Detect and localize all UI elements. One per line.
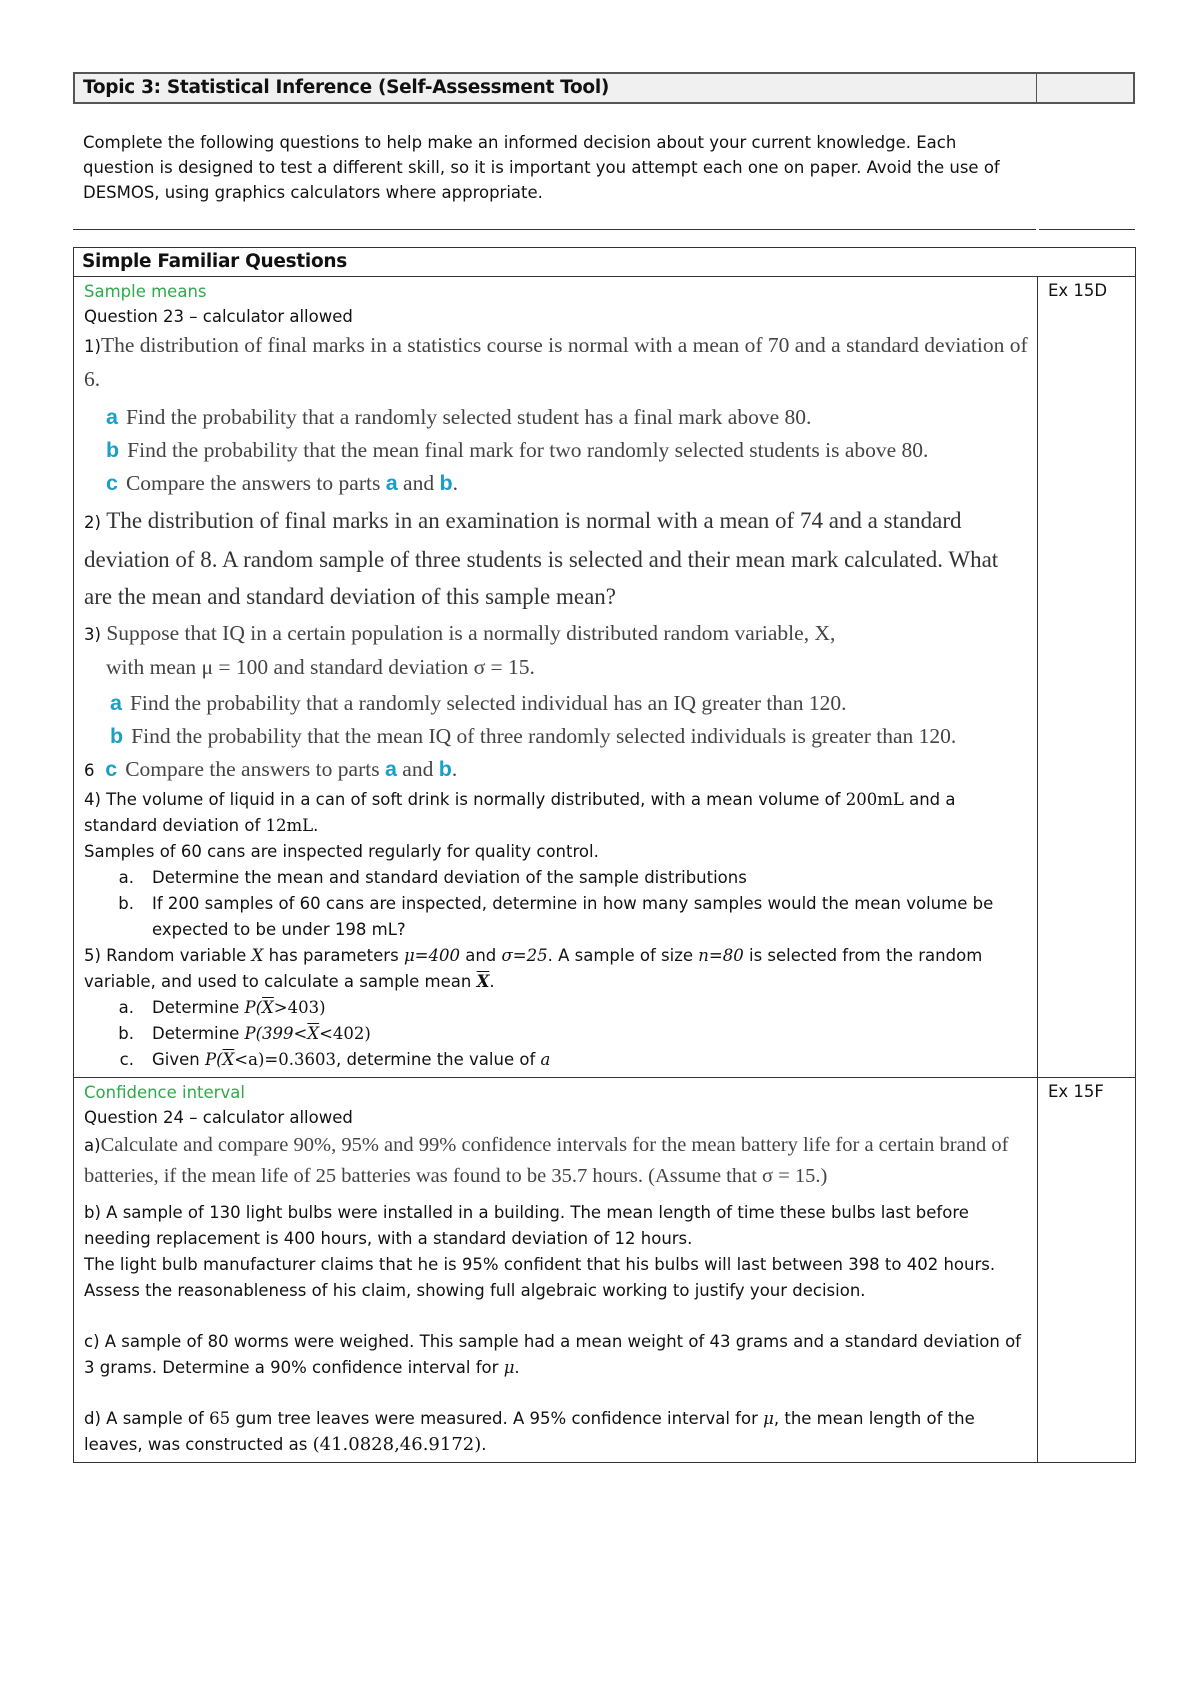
page-title: Topic 3: Statistical Inference (Self-Assessment Tool) — [83, 77, 610, 98]
question-24a: a)Calculate and compare 90%, 95% and 99% confidence intervals for the mean battery life for a certain brand of batteries, if the mean life of 25 batteries was found to be 35.7 hours. (Assume that σ = 15.) — [84, 1134, 1009, 1187]
question-4a: a. Determine the mean and standard deviation of the sample distributions — [118, 868, 747, 887]
intro-text: Complete the following questions to help make an informed decision about your current knowledge. Each question is designed to test a different skill, so it is important you attempt each one on paper. Avoid the use of DESMOS, using graphics calculators where appropriate. — [83, 133, 1000, 202]
document-page — [73, 72, 1135, 1463]
title-divider — [1036, 74, 1037, 102]
exercise-ref-15d: Ex 15D — [1038, 277, 1136, 1078]
question-1: 1)The distribution of final marks in a statistics course is normal with a mean of 70 and a standard deviation of 6. — [84, 333, 1028, 391]
question-24b: b) A sample of 130 light bulbs were installed in a building. The mean length of time these bulbs last before needing replacement is 400 hours, with a standard deviation of 12 hours. The light bulb manufacturer claims that he is 95% confident that his bulbs will last between 398 to 402 hours. Assess the reasonableness of his claim, showing full algebraic working to justify your decision. — [84, 1203, 996, 1300]
question-24c: c) A sample of 80 worms were weighed. This sample had a mean weight of 43 grams and a standard deviation of 3 grams. Determine a 90% confidence interval for μ. — [84, 1332, 1021, 1377]
question-1c: c Compare the answers to parts a and b. — [106, 471, 458, 495]
question-1b: b Find the probability that the mean final mark for two randomly selected students is above 80. — [106, 438, 929, 462]
title-box — [73, 72, 1135, 104]
sample-means-cell — [74, 277, 1038, 1078]
question-3a: a Find the probability that a randomly selected individual has an IQ greater than 120. — [110, 691, 847, 715]
section-label-confidence-interval: Confidence interval — [84, 1083, 245, 1102]
question-3: 3) Suppose that IQ in a certain population is a normally distributed random variable, X, with mean μ = 100 and standard deviation σ = 15. — [84, 621, 836, 679]
question-3c: 6 c Compare the answers to parts a and b. — [84, 757, 458, 781]
question-24d: d) A sample of 65 gum tree leaves were measured. A 95% confidence interval for μ, the mean length of the leaves, was constructed as (41.0828,46.9172). — [84, 1409, 975, 1455]
section-label-sample-means: Sample means — [84, 282, 207, 301]
question-heading: Question 23 – calculator allowed — [84, 307, 353, 326]
question-2: 2) The distribution of final marks in an examination is normal with a mean of 74 and a standard deviation of 8. A random sample of three students is selected and their mean mark calculated. What are the mean and standard deviation of this sample mean? — [84, 508, 999, 609]
confidence-interval-cell — [74, 1078, 1038, 1463]
exercise-ref-15f: Ex 15F — [1038, 1078, 1136, 1463]
question-4-samples: Samples of 60 cans are inspected regularly for quality control. — [84, 842, 599, 861]
table-row — [74, 277, 1136, 1078]
question-1a: a Find the probability that a randomly selected student has a final mark above 80. — [106, 405, 812, 429]
question-5: 5) Random variable X has parameters μ=400 and σ=25. A sample of size n=80 is selected from the random variable, and used to calculate a sample mean $\overline{X}$. — [84, 946, 983, 991]
question-4b: b. If 200 samples of 60 cans are inspected, determine in how many samples would the mean volume be expected to be under 198 mL? — [118, 894, 994, 939]
question-3b: b Find the probability that the mean IQ of three randomly selected individuals is greater than 120. — [110, 724, 957, 748]
table-header: Simple Familiar Questions — [74, 248, 1136, 277]
question-4: 4) The volume of liquid in a can of soft drink is normally distributed, with a mean volume of 200mL and a standard deviation of 12mL. — [84, 790, 956, 835]
table-row — [74, 1078, 1136, 1463]
questions-table — [73, 247, 1136, 1463]
question-heading: Question 24 – calculator allowed — [84, 1108, 353, 1127]
separator-line — [73, 229, 1135, 230]
question-5c: c. Given P( $\overline{X}$ <a)=0.3603 , determine the value of a — [119, 1050, 551, 1069]
question-5a: a. Determine P( $\overline{X}$ >403) — [118, 998, 326, 1017]
table-header-row — [74, 248, 1136, 277]
question-5b: b. Determine P(399< $\overline{X}$ <402) — [118, 1024, 371, 1043]
